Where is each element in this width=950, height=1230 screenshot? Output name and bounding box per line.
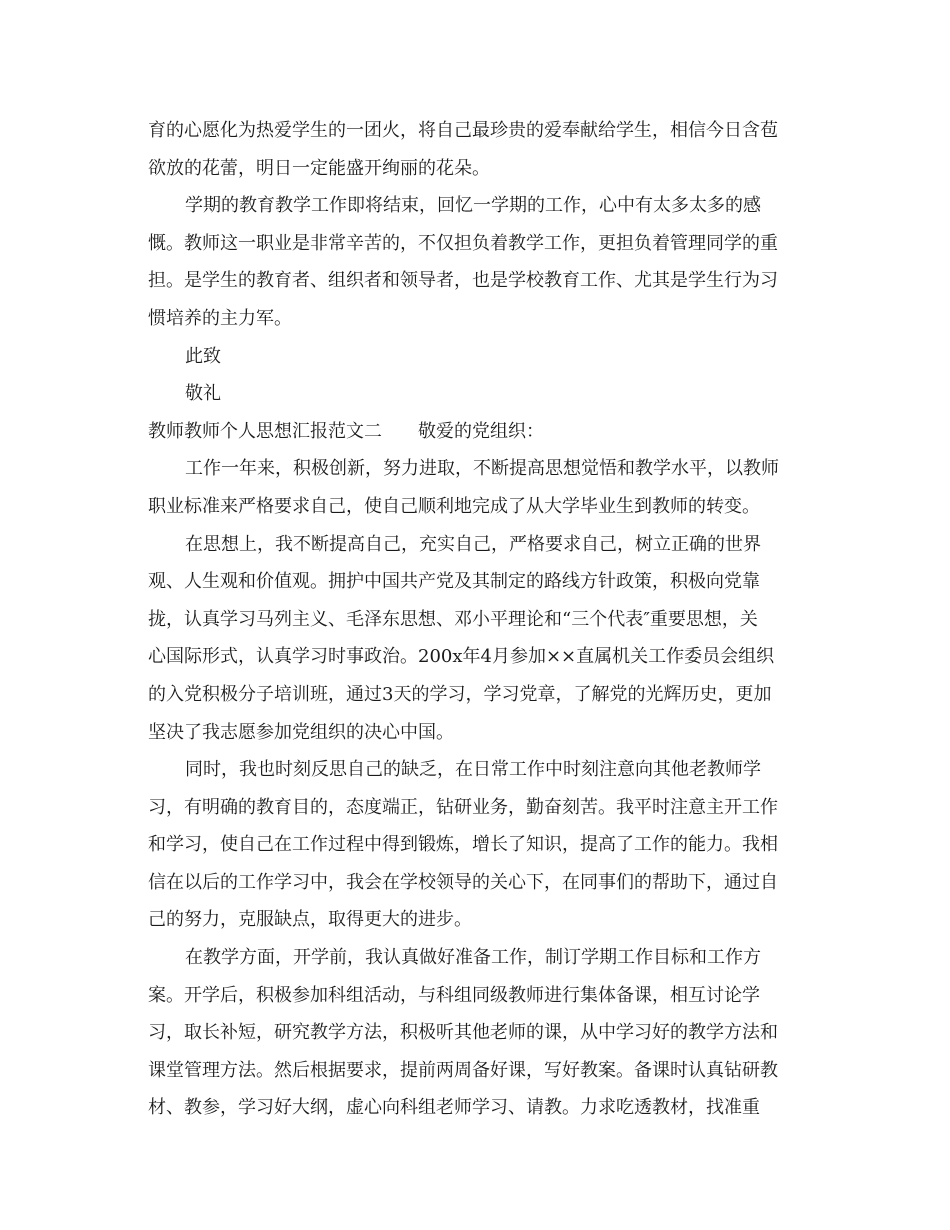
text-line: 职业标准来严格要求自己，使自己顺利地完成了从大学毕业生到教师的转变。 bbox=[148, 495, 760, 517]
text-line: 和学习，使自己在工作过程中得到锻炼，增长了知识，提高了工作的能力。我相 bbox=[148, 834, 778, 856]
text-line: 同时，我也时刻反思自己的缺乏，在日常工作中时刻注意向其他老教师学 bbox=[185, 759, 761, 781]
text-line: 案。开学后，积极参加科组活动，与科组同级教师进行集体备课，相互讨论学 bbox=[148, 984, 760, 1006]
text-line: 观、人生观和价值观。拥护中国共产党及其制定的路线方针政策，积极向党靠 bbox=[148, 571, 760, 593]
document-page bbox=[148, 112, 803, 1127]
text-line: 学期的教育教学工作即将结束，回忆一学期的工作，心中有太多太多的感 bbox=[185, 195, 761, 217]
text-line: 育的心愿化为热爱学生的一团火，将自己最珍贵的爱奉献给学生，相信今日含苞 bbox=[148, 120, 778, 141]
text-line: 欲放的花蕾，明日一定能盛开绚丽的花朵。 bbox=[148, 157, 490, 179]
text-line: 敬礼 bbox=[185, 383, 221, 405]
text-line: 惯培养的主力军。 bbox=[148, 307, 292, 329]
text-line: 材、教参，学习好大纲，虚心向科组老师学习、请教。力求吃透教材，找准重 bbox=[148, 1097, 760, 1119]
text-line: 工作一年来，积极创新，努力进取，不断提高思想觉悟和教学水平，以教师 bbox=[185, 458, 779, 480]
text-line: 己的努力，克服缺点，取得更大的进步。 bbox=[148, 909, 472, 931]
text-line: 教师教师个人思想汇报范文二 敬爱的党组织： bbox=[148, 420, 544, 442]
text-line: 信在以后的工作学习中，我会在学校领导的关心下，在同事们的帮助下，通过自 bbox=[148, 871, 778, 893]
text-line: 课堂管理方法。然后根据要求，提前两周备好课，写好教案。备课时认真钻研教 bbox=[148, 1059, 778, 1081]
text-line: 在教学方面，开学前，我认真做好准备工作，制订学期工作目标和工作方 bbox=[185, 947, 761, 969]
text-line: 在思想上，我不断提高自己，充实自己，严格要求自己，树立正确的世界 bbox=[185, 533, 761, 555]
text-line: 习，取长补短，研究教学方法，积极听其他老师的课，从中学习好的教学方法和 bbox=[148, 1022, 778, 1044]
text-line: 坚决了我志愿参加党组织的决心中国。 bbox=[148, 721, 454, 743]
text-line: 的入党积极分子培训班，通过3天的学习，学习党章，了解党的光辉历史，更加 bbox=[148, 683, 772, 705]
text-line: 拢，认真学习马列主义、毛泽东思想、邓小平理论和“三个代表″重要思想，关 bbox=[148, 608, 758, 630]
text-line: 担。是学生的教育者、组织者和领导者，也是学校教育工作、尤其是学生行为习 bbox=[148, 270, 778, 292]
text-line: 习，有明确的教育目的，态度端正，钻研业务，勤奋刻苦。我平时注意主开工作 bbox=[148, 796, 778, 818]
text-line: 心国际形式，认真学习时事政治。200x年4月参加××直属机关工作委员会组织 bbox=[148, 646, 775, 668]
text-line: 慨。教师这一职业是非常辛苦的，不仅担负着教学工作，更担负着管理同学的重 bbox=[148, 232, 778, 254]
text-line: 此致 bbox=[185, 345, 221, 367]
